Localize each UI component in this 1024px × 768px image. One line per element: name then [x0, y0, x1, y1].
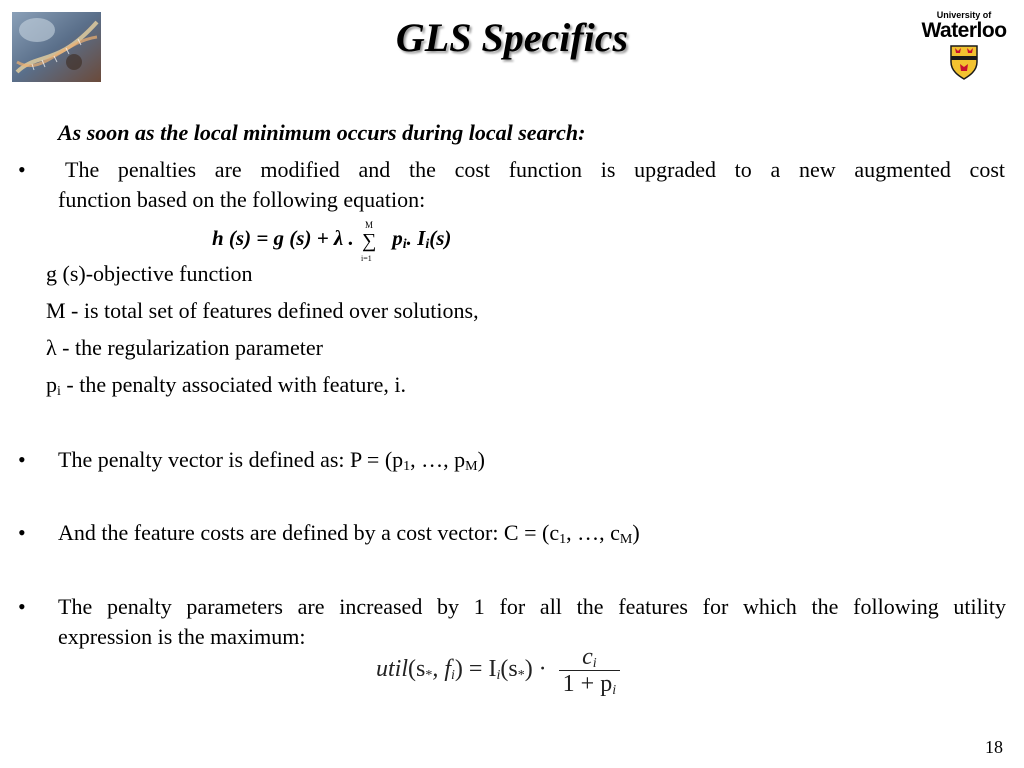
bullet1-line1: The penalties are modified and the cost function is upgraded to a new augmented cost [65, 157, 1005, 182]
bullet-dot-icon: • [18, 157, 26, 182]
logo-line2: Waterloo [921, 19, 1007, 42]
equation-p: p [392, 226, 403, 250]
waterloo-shield-icon [949, 44, 979, 80]
intro-text: As soon as the local minimum occurs during local search: [58, 120, 586, 145]
utility-fraction: $\frac{c_i}{1 + p_i}$ [559, 644, 620, 697]
bullet2-text: The penalty vector is defined as: $P = (p_1$, …, $p_M$) [58, 447, 485, 474]
bullet3-text: And the feature costs are defined by a cost vector: $C = (c_1$, …, $c_M$) [58, 520, 640, 547]
util-label: util [376, 656, 409, 682]
utility-formula: $util(s_*$, $f_i) = I_i(s_*)$ · $\frac{c_i}{1 + p_i}$ [376, 644, 620, 700]
waterloo-logo [912, 10, 1016, 82]
logo-line1: University of [936, 10, 992, 20]
definition-lambda: λ - the regularization parameter [46, 335, 323, 360]
slide-title: GLS Specifics [395, 15, 629, 60]
definition-g: g (s)-objective function [46, 261, 253, 286]
bullet-dot-icon: • [18, 520, 26, 545]
definition-p: $p_i$ - the penalty associated with feature, i. [46, 372, 407, 399]
sum-symbol: M ∑ i=1 [361, 220, 377, 263]
bullet-dot-icon: • [18, 594, 26, 619]
bullet1-line2: function based on the following equation: [58, 187, 426, 212]
page-number: 18 [985, 737, 1003, 757]
bullet4-line1: The penalty parameters are increased by 1 for all the features for which the following utility [58, 594, 1006, 619]
augmented-cost-equation: h (s) = g (s) + λ . M ∑ i=1 $p_i$. $I_i(s)$ [212, 224, 451, 266]
definition-m: M - is total set of features defined over solutions, [46, 298, 479, 323]
bullet4-line2: expression is the maximum: [58, 624, 306, 649]
bullet-dot-icon: • [18, 447, 26, 472]
equation-lhs: h (s) = g (s) + λ . [212, 226, 354, 250]
